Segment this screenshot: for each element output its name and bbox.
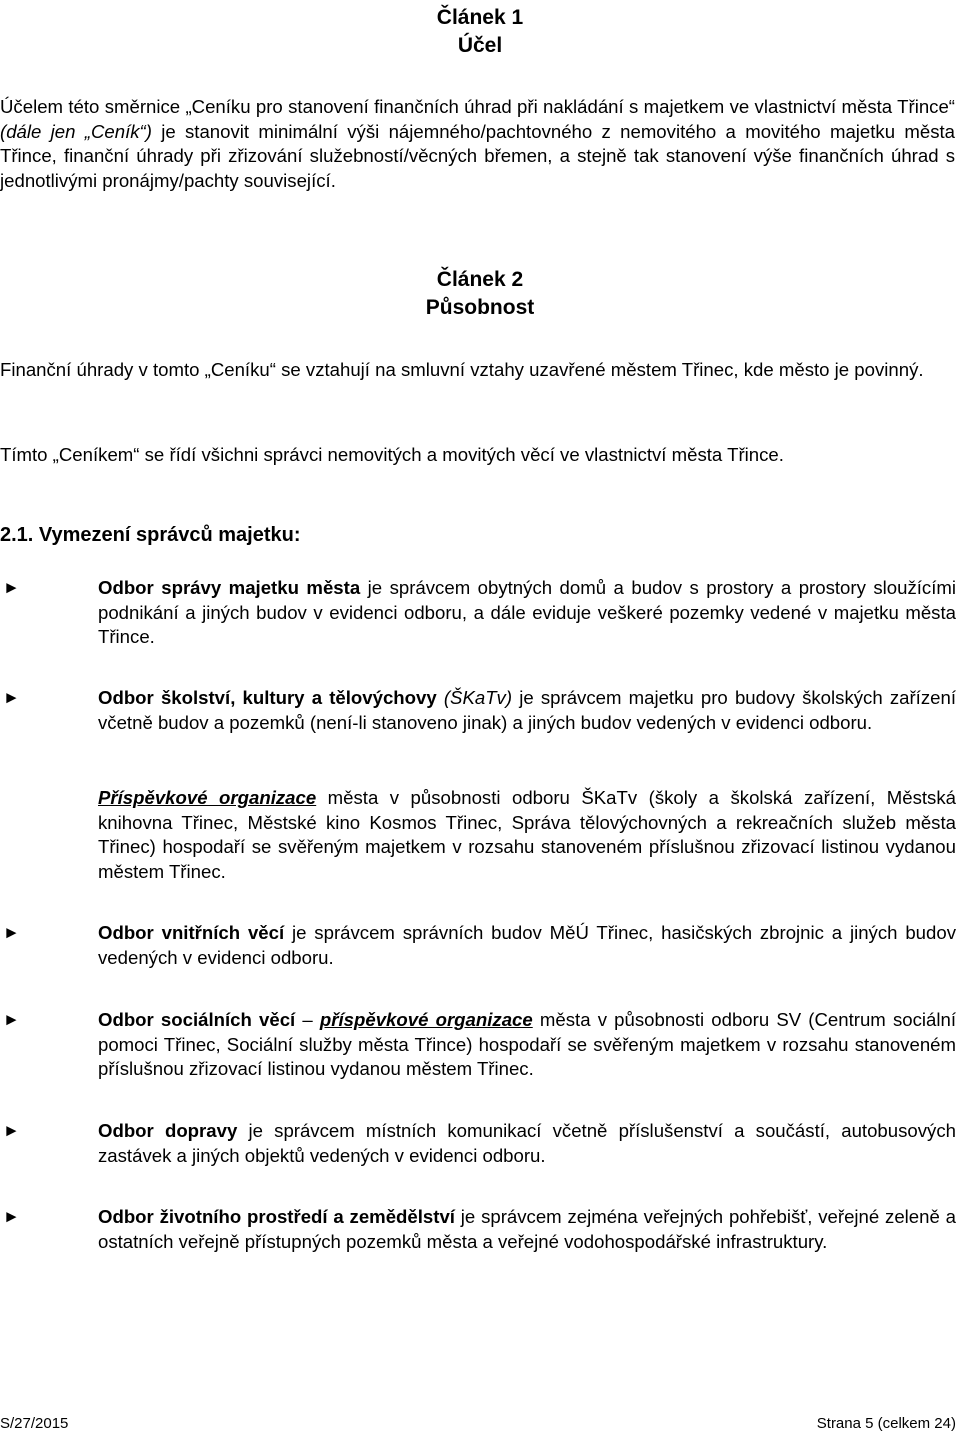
article-2-paragraph-1: Finanční úhrady v tomto „Ceníku“ se vztahují na smluvní vztahy uzavřené městem Třinec, kde město je povinný. (0, 359, 924, 380)
article-1-subtitle: Účel (457, 34, 503, 57)
sub-paragraph-bold-italic: Příspěvkové organizace (98, 787, 317, 808)
list-item-text (98, 1008, 956, 1082)
bullet-arrow-icon: ► (3, 688, 20, 707)
list-item-bold: Odbor vnitřních věcí (98, 922, 285, 943)
article-2-paragraph-2: Tímto „Ceníkem“ se řídí všichni správci nemovitých a movitých věcí ve vlastnictví města Třince. (0, 444, 784, 465)
list-item-body: je správcem místních komunikací včetně příslušenství a součástí, autobusových zastávek a jiných objektů vedených v evidenci odboru. (98, 1120, 956, 1166)
sub-paragraph-body: města v působnosti odboru ŠKaTv (školy a školská zařízení, Městská knihovna Třinec, Městské kino Kosmos Třinec, Správa tělovýchovných a rekreačních služeb města Třinec) hospodaří se svěřeným majetkem v rozsahu stanoveném příslušnou zřizovací listinou vydanou městem Třinec. (98, 787, 956, 882)
article-1-title: Článek 1 (436, 6, 524, 29)
list-item-body: je správcem majetku pro budovy školských zařízení včetně budov a pozemků (není-li stanoveno jinak) a jiných budov vedených v evidenci odboru. (98, 687, 956, 733)
bullet-arrow-icon: ► (3, 1121, 20, 1140)
section-2-1-title: 2.1. Vymezení správců majetku: (0, 524, 301, 546)
list-item-bold: Odbor správy majetku města (98, 577, 361, 598)
list-item-dash: – (295, 1009, 320, 1030)
bullet-arrow-icon: ► (3, 1010, 20, 1029)
list-item-text (98, 921, 956, 970)
list-item-bold: Odbor dopravy (98, 1120, 238, 1141)
list-item-text (98, 686, 956, 735)
bullet-arrow-icon: ► (3, 578, 20, 597)
article-1-text-a: Účelem této směrnice „Ceníku pro stanovení finančních úhrad při nakládání s majetkem ve vlastnictví města Třince“ (0, 96, 955, 117)
list-item-body: je správcem správních budov MěÚ Třinec, hasičských zbrojnic a jiných budov vedených v evidenci odboru. (98, 922, 956, 968)
list-item-italic: (ŠKaTv) (436, 687, 513, 708)
list-item-text (98, 576, 956, 650)
article-2-subtitle: Působnost (425, 296, 535, 319)
article-1-paragraph (0, 95, 955, 193)
footer-page-number: Strana 5 (celkem 24) (816, 1415, 956, 1432)
list-item-body: je správcem obytných domů a budov s prostory a prostory sloužícími podnikání a jiných budov v evidenci odboru, a dále eviduje veškeré pozemky vedené v majetku města Třince. (98, 577, 956, 647)
list-item-bold-italic: příspěvkové organizace (319, 1009, 533, 1030)
bullet-arrow-icon: ► (3, 1207, 20, 1226)
list-item-text (98, 1205, 956, 1254)
article-2-title: Článek 2 (436, 268, 524, 291)
list-item-body: města v působnosti odboru SV (Centrum sociální pomoci Třinec, Sociální služby města Třince) hospodaří se svěřeným majetkem v rozsahu stanoveném příslušnou zřizovací listinou vydanou městem Třinec. (98, 1009, 956, 1079)
list-item-bold: Odbor sociálních věcí (98, 1009, 296, 1030)
list-item-body: je správcem zejména veřejných pohřebišť, veřejné zeleně a ostatních veřejně přístupných pozemků města a veřejné vodohospodářské infrastruktury. (98, 1206, 956, 1252)
article-1-text-c: je stanovit minimální výši nájemného/pachtovného z nemovitého a movitého majetku města Třince, finanční úhrady při zřizování služebností/věcných břemen, a stejně tak stanovení výše finančních úhrad s jednotlivými pronájmy/pachty související. (0, 120, 955, 191)
footer-document-id: S/27/2015 (0, 1415, 69, 1432)
list-item-text (98, 1119, 956, 1168)
article-1-text-italic: (dále jen „Ceník“) (0, 120, 152, 142)
bullet-arrow-icon: ► (3, 923, 20, 942)
sub-paragraph (98, 786, 956, 884)
list-item-bold: Odbor školství, kultury a tělovýchovy (98, 687, 437, 708)
list-item-bold: Odbor životního prostředí a zemědělství (98, 1206, 455, 1227)
